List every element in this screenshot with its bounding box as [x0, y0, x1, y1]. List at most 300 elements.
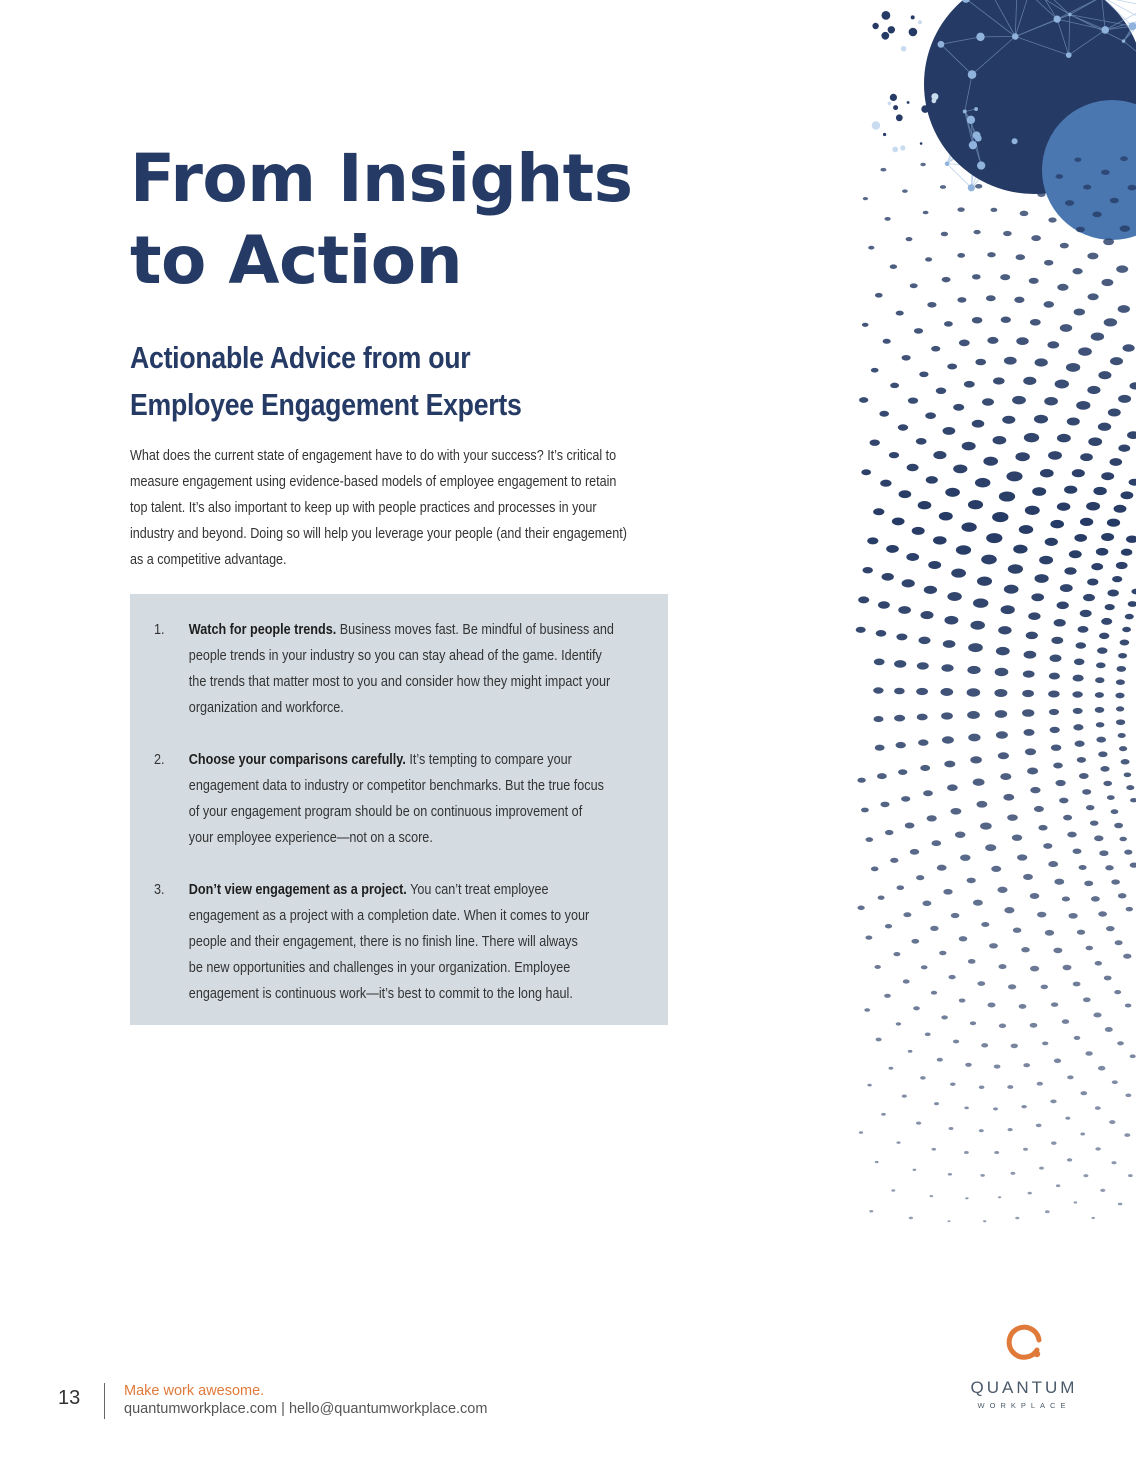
- pattern-dot: [889, 452, 899, 458]
- page-number: 13: [58, 1387, 81, 1409]
- pattern-dot: [972, 317, 983, 324]
- pattern-dot: [1010, 1172, 1015, 1175]
- pattern-dot: [1121, 549, 1132, 556]
- pattern-dot: [982, 398, 994, 405]
- pattern-dot: [972, 420, 985, 428]
- pattern-dot: [949, 975, 956, 979]
- pattern-dot: [1053, 763, 1063, 769]
- pattern-dot: [990, 208, 997, 212]
- pattern-dot: [967, 878, 976, 884]
- pattern-dot: [933, 451, 946, 459]
- pattern-dot: [1030, 966, 1039, 972]
- pattern-dot: [1004, 907, 1014, 913]
- pattern-dot: [891, 1189, 895, 1191]
- pattern-dot: [1090, 820, 1098, 825]
- pattern-dot: [975, 478, 990, 488]
- pattern-dot: [863, 567, 873, 573]
- pattern-dot: [1104, 976, 1112, 981]
- pattern-dot: [940, 688, 953, 696]
- pattern-dot: [1101, 170, 1110, 175]
- subtitle-line-1: Actionable Advice from our: [130, 340, 471, 375]
- pattern-dot: [1100, 1189, 1105, 1192]
- pattern-dot: [947, 592, 961, 601]
- pattern-dot: [880, 168, 886, 172]
- tip-line: the trends that matter most to you and consider how they might impact your: [188, 674, 611, 690]
- pattern-dot: [875, 745, 885, 751]
- tip-number: 1.: [154, 622, 165, 638]
- pattern-dot: [974, 230, 981, 234]
- pattern-dot: [999, 1024, 1006, 1029]
- pattern-dot: [1079, 865, 1087, 870]
- pattern-dot: [1025, 506, 1040, 515]
- pattern-dot: [962, 442, 976, 451]
- pattern-dot: [1084, 881, 1093, 887]
- pattern-dot: [898, 769, 907, 775]
- pattern-dot: [1054, 1059, 1061, 1064]
- pattern-dot: [1023, 377, 1036, 385]
- pattern-dot: [1083, 185, 1091, 190]
- pattern-dot: [1001, 605, 1015, 614]
- tip-line: You can’t treat employee: [406, 882, 549, 898]
- pattern-dot: [896, 742, 906, 748]
- pattern-dot: [940, 185, 946, 189]
- pattern-dot: [942, 277, 951, 282]
- pattern-dot: [1082, 789, 1091, 795]
- pattern-dot: [928, 561, 941, 569]
- pattern-dot: [906, 553, 919, 561]
- pattern-dot: [1086, 502, 1100, 511]
- logo-subname: WORKPLACE: [977, 1401, 1071, 1410]
- pattern-dot: [943, 640, 956, 648]
- pattern-dot: [1039, 556, 1053, 565]
- pattern-dot: [943, 427, 956, 435]
- pattern-dot: [1103, 238, 1114, 245]
- pattern-dot: [993, 377, 1005, 384]
- pattern-dot: [1126, 785, 1134, 790]
- pattern-dot: [1023, 1063, 1030, 1067]
- pattern-dot: [970, 621, 985, 630]
- pattern-dot: [886, 545, 899, 553]
- pattern-dot: [933, 536, 947, 544]
- pattern-dot: [1017, 854, 1027, 860]
- pattern-dot: [877, 773, 887, 779]
- pattern-dot: [1091, 1217, 1095, 1219]
- pattern-dot: [1050, 1099, 1056, 1103]
- pattern-dot: [1056, 174, 1064, 179]
- pattern-dot: [1073, 848, 1082, 853]
- pattern-dot: [923, 790, 933, 796]
- pattern-dot: [968, 959, 976, 964]
- pattern-dot: [927, 815, 937, 821]
- pattern-dot: [893, 952, 900, 956]
- pattern-dot: [1080, 453, 1093, 461]
- pattern-dot: [1035, 358, 1048, 366]
- pattern-dot: [1101, 472, 1114, 480]
- pattern-dot: [1004, 585, 1019, 594]
- pattern-dot: [1054, 619, 1066, 627]
- pattern-dot: [921, 965, 928, 969]
- pattern-dot: [985, 844, 996, 851]
- pattern-dot: [1095, 677, 1104, 683]
- pattern-dot: [878, 896, 885, 900]
- pattern-dot: [890, 94, 897, 101]
- pattern-dot: [907, 464, 919, 471]
- pattern-dot: [1105, 1027, 1113, 1032]
- pattern-dot: [973, 900, 983, 906]
- pattern-dot: [993, 1107, 998, 1110]
- pattern-dot: [913, 1006, 920, 1010]
- pattern-dot: [920, 765, 930, 771]
- tip-item: [154, 747, 624, 851]
- pattern-dot: [888, 26, 895, 33]
- pattern-dot: [981, 555, 997, 565]
- pattern-dot: [872, 121, 880, 129]
- pattern-dot: [931, 991, 937, 995]
- pattern-dot: [1108, 408, 1121, 416]
- pattern-dot: [1016, 254, 1026, 260]
- pattern-dot: [871, 368, 879, 373]
- tip-number: 3.: [154, 882, 165, 898]
- pattern-dot: [1096, 722, 1105, 727]
- pattern-dot: [1019, 1004, 1027, 1009]
- pattern-dot: [1055, 380, 1069, 389]
- pattern-dot: [1111, 1161, 1116, 1164]
- pattern-dot: [936, 388, 946, 395]
- pattern-dot: [1098, 911, 1107, 916]
- pattern-dot: [1041, 985, 1048, 990]
- pattern-dot: [1008, 1128, 1013, 1131]
- pattern-dot: [1128, 601, 1136, 607]
- pattern-dot: [1028, 1192, 1032, 1195]
- pattern-dot: [1023, 1148, 1028, 1151]
- pattern-dot: [1022, 690, 1034, 697]
- pattern-dot: [959, 998, 966, 1002]
- pattern-dot: [981, 922, 989, 927]
- pattern-dot: [867, 1084, 871, 1087]
- pattern-dot: [937, 865, 947, 871]
- pattern-dot: [873, 508, 884, 515]
- pattern-dot: [1109, 1120, 1115, 1124]
- pattern-dot: [1129, 479, 1136, 486]
- pattern-dot: [1015, 452, 1029, 461]
- pattern-dot: [986, 295, 996, 301]
- pattern-dot: [888, 102, 892, 106]
- pattern-dot: [894, 660, 906, 668]
- pattern-dot: [1077, 930, 1085, 935]
- pattern-dot: [1079, 773, 1089, 779]
- pattern-dot: [948, 1220, 951, 1222]
- pattern-dot: [968, 500, 983, 509]
- pattern-dot: [1054, 879, 1064, 885]
- pattern-dot: [1057, 284, 1068, 291]
- pattern-dot: [896, 114, 903, 121]
- pattern-dot: [920, 163, 925, 166]
- pattern-dot: [1130, 1054, 1136, 1058]
- pattern-dot: [1076, 227, 1085, 233]
- pattern-dot: [1130, 798, 1136, 802]
- pattern-dot: [1091, 563, 1103, 570]
- pattern-dot: [870, 440, 880, 446]
- pattern-dot: [1114, 823, 1123, 829]
- pattern-dot: [1124, 772, 1132, 777]
- pattern-dot: [1030, 893, 1040, 899]
- pattern-dot: [1095, 1106, 1101, 1110]
- pattern-dot: [1074, 1036, 1081, 1040]
- pattern-dot: [1083, 997, 1091, 1002]
- pattern-dot: [979, 1129, 984, 1132]
- pattern-dot: [871, 867, 879, 872]
- pattern-dot: [883, 339, 891, 344]
- intro-line: measure engagement using evidence-based models of employee engagement to retain: [130, 474, 617, 490]
- tip-line: engagement data to industry or competitor benchmarks. But the true focus: [188, 778, 604, 794]
- pattern-dot: [1024, 433, 1039, 442]
- pattern-dot: [865, 935, 872, 939]
- pattern-dot: [1074, 659, 1085, 666]
- pattern-dot: [997, 887, 1007, 893]
- pattern-dot: [1120, 156, 1128, 161]
- pattern-dot: [894, 688, 905, 695]
- pattern-dot: [1095, 1147, 1100, 1150]
- pattern-dot: [939, 951, 946, 956]
- pattern-dot: [1109, 458, 1122, 466]
- pattern-dot: [863, 197, 868, 200]
- pattern-dot: [1031, 593, 1044, 601]
- pattern-dot: [1080, 1091, 1087, 1095]
- pattern-dot: [925, 412, 936, 419]
- pattern-dot: [1127, 185, 1136, 191]
- pattern-dot: [1116, 706, 1124, 711]
- pattern-dot: [875, 1161, 879, 1163]
- pattern-dot: [892, 517, 905, 525]
- pattern-dot: [919, 637, 931, 644]
- pattern-dot: [1055, 780, 1065, 786]
- pattern-dot: [1050, 520, 1064, 528]
- pattern-dot: [858, 596, 869, 603]
- pattern-dot: [1100, 766, 1109, 772]
- pattern-dot: [881, 1113, 886, 1116]
- pattern-dot: [941, 232, 948, 237]
- pattern-dot: [992, 512, 1008, 522]
- pattern-dot: [1096, 737, 1106, 743]
- pattern-dot: [1063, 965, 1072, 971]
- pattern-dot: [1026, 167, 1033, 171]
- pattern-dot: [919, 371, 928, 377]
- pattern-dot: [951, 913, 960, 918]
- pattern-dot: [901, 46, 907, 52]
- pattern-dot: [944, 321, 953, 326]
- pattern-dot: [959, 340, 970, 347]
- pattern-dot: [1083, 594, 1095, 601]
- pattern-dot: [980, 1174, 985, 1177]
- pattern-dot: [1110, 198, 1119, 204]
- pattern-dot: [1037, 192, 1045, 197]
- pattern-dot: [1064, 486, 1077, 494]
- pattern-dot: [1030, 319, 1041, 326]
- pattern-dot: [1021, 947, 1030, 952]
- intro-line: top talent. It’s also important to keep up with people practices and processes in your: [130, 500, 597, 516]
- pattern-dot: [947, 363, 957, 369]
- pattern-dot: [1119, 837, 1126, 842]
- pattern-dot: [857, 906, 864, 911]
- pattern-dot: [922, 901, 931, 906]
- pattern-dot: [1097, 647, 1107, 653]
- pattern-dot: [1057, 434, 1071, 443]
- pattern-dot: [920, 1076, 926, 1079]
- pattern-dot: [964, 1151, 969, 1154]
- tip-item: [154, 617, 624, 721]
- pattern-dot: [1087, 578, 1098, 585]
- pattern-dot: [1064, 567, 1076, 575]
- pattern-dot: [1123, 954, 1131, 959]
- pattern-dot: [1118, 1203, 1123, 1206]
- intro-line: What does the current state of engagement have to do with your success? It’s critical to: [130, 448, 617, 464]
- pattern-dot: [1077, 757, 1086, 763]
- blue-circle: [1042, 100, 1136, 240]
- pattern-dot: [1101, 533, 1114, 541]
- pattern-dot: [932, 840, 942, 846]
- pattern-dot: [1076, 401, 1090, 410]
- pattern-dot: [1104, 318, 1117, 326]
- pattern-dot: [1072, 691, 1082, 697]
- pattern-dot: [998, 752, 1009, 759]
- pattern-dot: [980, 823, 992, 830]
- pattern-dot: [1063, 815, 1072, 821]
- pattern-dot: [1039, 1167, 1044, 1170]
- pattern-dot: [859, 397, 868, 403]
- pattern-dot: [1072, 469, 1085, 477]
- pattern-dot: [1073, 708, 1083, 714]
- pattern-dot: [955, 831, 965, 838]
- pattern-dot: [882, 573, 894, 581]
- pattern-dot: [951, 569, 966, 578]
- pattern-dot: [916, 438, 927, 445]
- tips-box: [130, 594, 668, 1025]
- pattern-dot: [908, 397, 918, 403]
- pattern-dot: [1062, 1019, 1069, 1024]
- pattern-dot: [897, 885, 905, 890]
- title-line-1: From Insights: [130, 140, 633, 217]
- pattern-dot: [976, 801, 987, 808]
- pattern-dot: [1087, 386, 1100, 394]
- pattern-dot: [1118, 893, 1127, 898]
- subtitle-line-2: Employee Engagement Experts: [130, 387, 522, 422]
- pattern-dot: [967, 711, 980, 719]
- pattern-dot: [1110, 357, 1123, 365]
- pattern-dot: [875, 965, 881, 969]
- pattern-dot: [1004, 357, 1017, 365]
- title-line-2: to Action: [130, 222, 463, 299]
- pattern-dot: [1115, 940, 1123, 945]
- pattern-dot: [1043, 843, 1052, 849]
- pattern-dot: [918, 20, 922, 24]
- pattern-dot: [996, 731, 1008, 738]
- pattern-dot: [1050, 727, 1060, 733]
- pattern-dot: [911, 15, 915, 19]
- pattern-dot: [1045, 930, 1054, 936]
- pattern-dot: [1120, 225, 1130, 231]
- pattern-dot: [875, 293, 883, 298]
- pattern-dot: [993, 162, 1000, 167]
- pattern-dot: [1080, 518, 1093, 526]
- pattern-dot: [1015, 1217, 1019, 1220]
- pattern-dot: [1066, 363, 1080, 372]
- pattern-dot: [876, 1038, 882, 1042]
- pattern-dot: [1001, 317, 1011, 323]
- pattern-dot: [925, 257, 932, 261]
- pattern-dot: [968, 643, 983, 652]
- pattern-dot: [1021, 1105, 1027, 1108]
- pattern-dot: [1008, 984, 1016, 989]
- pattern-dot: [931, 93, 938, 100]
- pattern-dot: [916, 875, 924, 880]
- pattern-dot: [1112, 1080, 1118, 1084]
- pattern-dot: [1051, 744, 1061, 750]
- pattern-dot: [953, 1040, 959, 1044]
- pattern-dot: [1012, 835, 1022, 841]
- pattern-dot: [900, 145, 905, 150]
- pattern-dot: [967, 666, 980, 674]
- pattern-dot: [1067, 1075, 1073, 1079]
- pattern-dot: [977, 981, 985, 986]
- pattern-dot: [968, 734, 980, 742]
- pattern-dot: [1030, 787, 1040, 793]
- pattern-dot: [869, 1210, 873, 1213]
- pattern-dot: [939, 512, 953, 521]
- pattern-dot: [1042, 1041, 1048, 1045]
- pattern-dot: [977, 577, 992, 586]
- pattern-dot: [882, 11, 891, 20]
- pattern-dot: [1125, 614, 1134, 620]
- pattern-dot: [993, 436, 1007, 445]
- intro-line: as a competitive advantage.: [130, 552, 287, 568]
- pattern-dot: [1099, 633, 1109, 639]
- pattern-dot: [874, 659, 885, 666]
- pattern-dot: [1095, 692, 1104, 698]
- pattern-dot: [872, 23, 878, 29]
- pattern-dot: [902, 189, 908, 193]
- pattern-dot: [1047, 341, 1059, 348]
- pattern-dot: [999, 491, 1015, 501]
- pattern-dot: [950, 808, 961, 815]
- pattern-dot: [991, 866, 1001, 872]
- pattern-dot: [1101, 618, 1112, 625]
- pattern-dot: [1003, 231, 1012, 236]
- pattern-dot: [1043, 301, 1054, 308]
- pattern-dot: [1091, 332, 1104, 340]
- pattern-dot: [889, 1067, 894, 1070]
- pattern-dot: [1067, 417, 1080, 425]
- pattern-dot: [1048, 861, 1058, 867]
- pattern-dot: [902, 1095, 907, 1098]
- pattern-dot: [909, 28, 918, 37]
- page-title: [130, 138, 750, 302]
- pattern-dot: [965, 1063, 972, 1067]
- pattern-dot: [1037, 1082, 1043, 1086]
- pattern-dot: [1020, 211, 1029, 216]
- pattern-dot: [1002, 416, 1015, 424]
- pattern-dot: [868, 246, 874, 250]
- pattern-dot: [1098, 423, 1111, 431]
- pattern-dot: [917, 714, 928, 721]
- pattern-dot: [1129, 382, 1136, 389]
- pattern-dot: [981, 1043, 988, 1047]
- pattern-dot: [1028, 612, 1040, 620]
- pattern-dot: [1048, 451, 1062, 460]
- pattern-dot: [1027, 768, 1038, 775]
- tip-line: engagement is continuous work—it’s best to commit to the long haul.: [188, 986, 573, 1002]
- pattern-dot: [903, 979, 910, 983]
- tip-line: of your engagement program should be on continuous improvement of: [188, 804, 583, 820]
